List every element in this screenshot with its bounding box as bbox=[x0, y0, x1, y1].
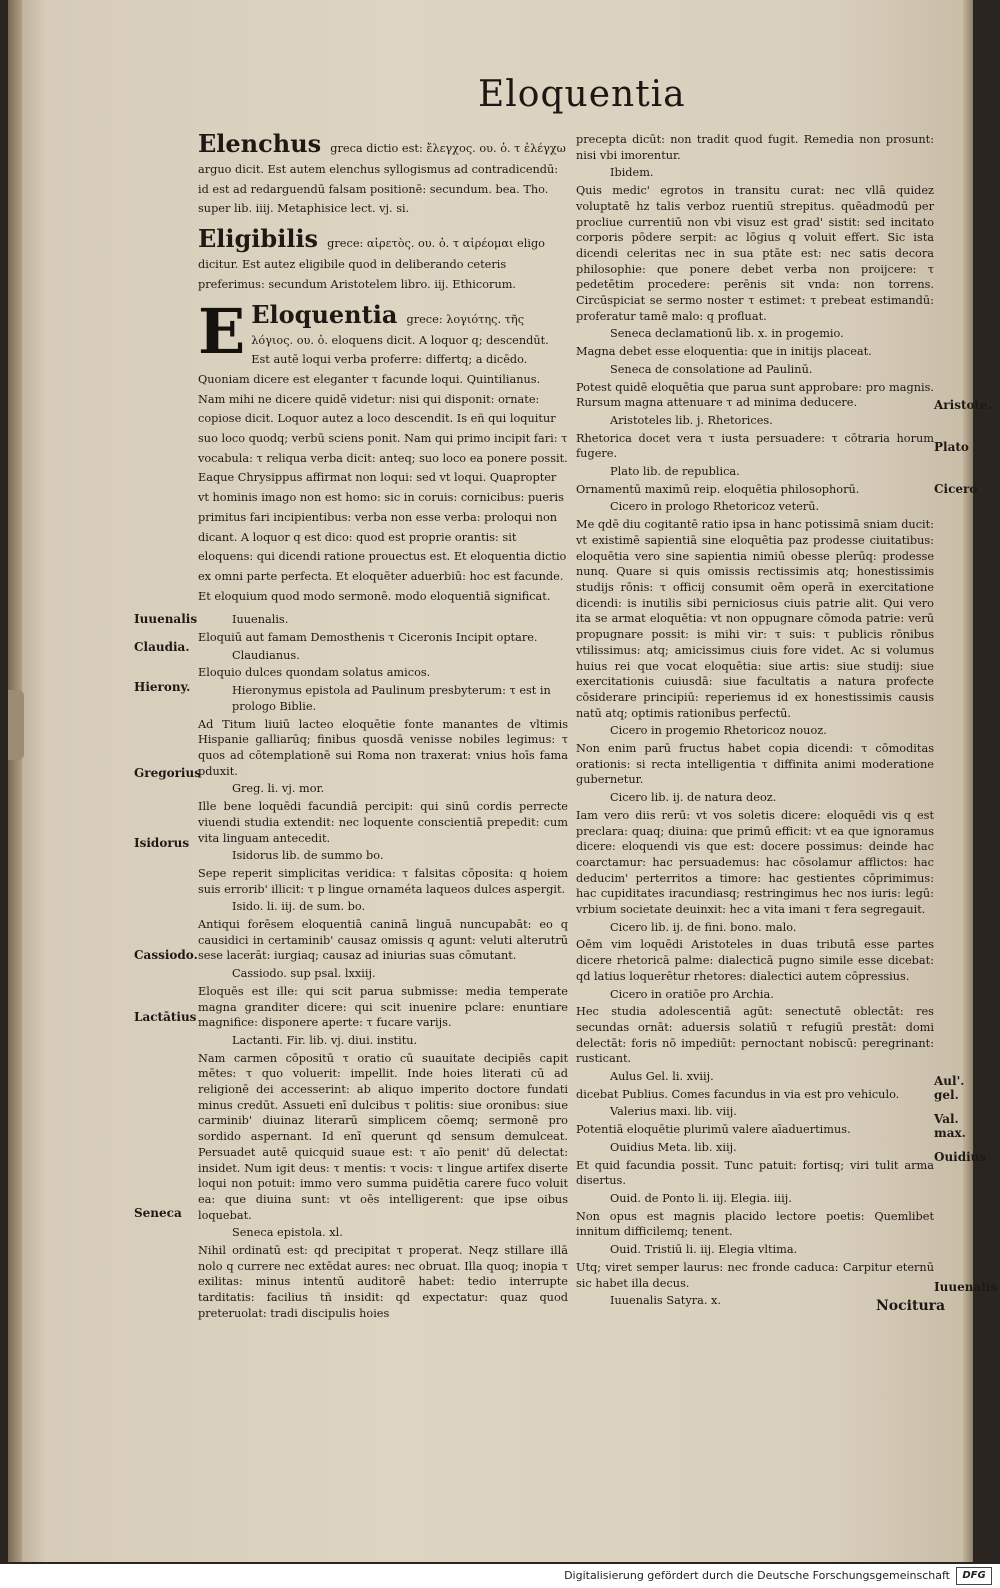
quotation: Potest quidē eloquētia que parua sunt approbare: pro magnis. Rursum magna attenuare τ ad minima deducere. bbox=[576, 380, 934, 410]
book-page bbox=[8, 0, 998, 1562]
margin-note: Val. max. bbox=[934, 1112, 966, 1140]
quotation: Iam vero diis rerū: vt vos soletis dicere: eloquēdi vis q est preclara: quaq; diuina: que primū efficit: vt ea que ignoramus dicere: eloquendi vis que est: docere possimus: deinde hac coarctamur: hac persuademus: hac cōsolamur afflictos: hac deducim' perterritos a timore: hac gestientes cōprimimus: hac cupiditates iracundiasq; restringimus hec nos iuris: legū: vrbium societate deuinxit: hec a vita imani τ fera segregauit. bbox=[576, 808, 934, 917]
citation: Seneca declamationū lib. x. in progemio. bbox=[610, 327, 844, 341]
dfg-logo: DFG bbox=[956, 1567, 992, 1585]
quotation: Et quid facundia possit. Tunc patuit: fortisq; viri tulit arma disertus. bbox=[576, 1158, 934, 1188]
left-column bbox=[198, 130, 568, 1324]
quotation: Oēm vim loquēdi Aristoteles in duas tributā esse partes dicere rhetoricā palme: dialecticā pugno simile esse dicebat: qd latius loquerētur rhetores: dialectici autem cōpressius. bbox=[576, 938, 934, 983]
quotation: Eloquiū aut famam Demosthenis τ Ciceronis Incipit optare. bbox=[198, 631, 538, 645]
citation: Iuuenalis Satyra. x. bbox=[610, 1294, 721, 1308]
entry-elenchus bbox=[198, 130, 568, 217]
quotation: precepta dicūt: non tradit quod fugit. Remedia non prosunt: nisi vbi imorentur. bbox=[576, 133, 934, 162]
quotation: Eloquēs est ille: qui scit parua submisse: media temperate magna granditer dicere: qui scit inuenire pclare: enuntiare magnifice: disponere aperte: τ fucare varijs. bbox=[198, 984, 568, 1030]
margin-note: Iuuenalis bbox=[934, 1280, 998, 1294]
citation: Aristoteles lib. j. Rhetorices. bbox=[610, 413, 773, 427]
quotation: Utq; viret semper laurus: nec fronde caduca: Carpitur eternū sic habet illa decus. bbox=[576, 1260, 934, 1290]
citation: Ouidius Meta. lib. xiij. bbox=[610, 1140, 737, 1154]
quotation: Eloquio dulces quondam solatus amicos. bbox=[198, 666, 431, 680]
margin-note: Plato bbox=[934, 440, 969, 454]
quotation: Non opus est magnis placido lectore poetis: Quemlibet innitum difficilemq; tenent. bbox=[576, 1209, 934, 1239]
citation: Hieronymus epistola ad Paulinum presbyterum: τ est in prologo Biblie. bbox=[232, 684, 551, 713]
citation: Ouid. Tristiū li. iij. Elegia vltima. bbox=[610, 1243, 798, 1257]
citation: Seneca de consolatione ad Paulinū. bbox=[610, 362, 813, 376]
right-column bbox=[576, 130, 934, 1309]
entry-text: grece: λογιότης. τῆς λόγιος. ου. ὁ. eloquens dicit. A loquor q; descendūt. Est autē loqui verba proferre: differtq; a dicēdo. Quoniam dicere est eleganter τ facunde loqui. Quintilianus. Nam mihi ne dicere quidē videtur: nisi qui disponit: ornate: copiose dicit. Loquor autez a loco descendit. Is eñ qui loquitur suo loco quodq; verbū sciens ponit. Nam qui primo incipit fari: τ vocabula: τ reliqua verba dicit: anteq; suo loco ea ponere possit. Eaque Chrysippus affirmat non loqui: sed vt loqui. Quapropter vt hominis imago non est homo: sic in coruis: cornicibus: pueris primitus fari incipientibus: verba non esse verba: proloqui non dicant. A loquor q est dico: quod est proprie orantis: sit eloquens: qui dicendi ratione prouectus est. Et eloquentia dictio ex omni parte perfecta. Et eloquēter aduerbiū: hoc est facunde. Et eloquium quod modo sermonē. modo eloquentiā significat. bbox=[198, 312, 568, 603]
left-quotes bbox=[198, 612, 568, 1321]
citation: Cicero lib. ij. de natura deoz. bbox=[610, 791, 777, 805]
citation: Ouid. de Ponto li. iij. Elegia. iiij. bbox=[610, 1192, 792, 1205]
lemma: Eloquentia bbox=[251, 299, 398, 329]
catchword: Nocitura bbox=[876, 1298, 946, 1314]
quotation: Me qdē diu cogitantē ratio ipsa in hanc potissimā sniam ducit: vt existimē sapientiā sine eloquētia paz prodesse ciuitatibus: eloquētia vero sine sapientia nimiū obesse plerūq: prodesse nunq. Quare si quis omissis rectissimis atq; honestissimis studijs rōnis: τ officij consumit oēm operā in exercitatione dicendi: is inutilis sibi perniciosus ciuis patrie alit. Qui vero ita se armat eloquētia: vt non oppugnare cōmoda patrie: verū propugnare possit: is mihi vir: τ suis: τ publicis rōnibus vtilissimus: atq; amicissimus ciuis fore videt. Ac si volumus huius rei que vocat eloquētia: siue artis: siue studij: siue exercitationis cuiusdā: siue facultatis a natura profecte cōsiderare principiū: reperiemus id ex honestissimis causis natū atq; optimis rationibus perfectū. bbox=[576, 518, 934, 720]
quotation: Antiqui forēsem eloquentiā caninā linguā nuncupabāt: eo q causidici in certaminib' causaz omissis q agunt: veluti alterutrū sese lacerāt: iurgiaq; causaz ad iniurias suas cōmutant. bbox=[198, 918, 568, 963]
quotation: Nam carmen cōpositū τ oratio cū suauitate decipiēs capit mētes: τ quo voluerit: impellit. Inde hoies literati cū ad religionē dei accesserint: ab aliquo imperito doctore fundati minus credūt. Assueti enī dulcibus τ politis: siue oronibus: siue carminib' diuinaz literarū simplicem cōemq; sermonē pro sordido aspernant. Id enī querunt qd sensum demulceat. Persuadet autē quicquid suaue est: τ aīo penit' dū delectat: insidet. Num igit deus: τ mentis: τ vocis: τ lingue artifex diserte loqui non potuit: immo vero summa puidētia carere fuco voluit ea: que diuina sunt: vt oēs intelligerent: que ipse oibus loquebat. bbox=[198, 1051, 568, 1222]
margin-note: Aristote. bbox=[934, 398, 992, 412]
citation: Iuuenalis. bbox=[232, 613, 289, 627]
entry-eligibilis bbox=[198, 225, 568, 292]
quotation: Nihil ordinatū est: qd precipitat τ properat. Neqz stillare illā nolo q currere nec extēdat aures: nec obruat. Illa quoq; inopia τ exilitas: minus intentū auditorē habet: tedio interrupte tarditatis: facilius tñ insidit: qd expectatur: quaz quod preteruolat: tradi discipulis hoies bbox=[198, 1244, 568, 1320]
margin-note: Hierony. bbox=[134, 680, 191, 694]
citation: Plato lib. de republica. bbox=[610, 465, 740, 479]
citation: Cicero in oratiōe pro Archia. bbox=[610, 987, 774, 1001]
margin-note: Isidorus bbox=[134, 836, 190, 850]
margin-note: Ouidius bbox=[934, 1150, 987, 1164]
entry-text: grece: αἱρετὸς. ου. ὁ. τ αἱρέομαι eligo dicitur. Est autez eligibile quod in deliberando ceteris preferimus: secundum Aristotelem libro. iij. Ethicorum. bbox=[198, 237, 545, 291]
margin-note: Seneca bbox=[134, 1206, 182, 1220]
citation: Aulus Gel. li. xviij. bbox=[610, 1070, 714, 1084]
quotation: Non enim parū fructus habet copia dicendi: τ cōmoditas orationis: si recta intelligentia τ diffinita animi moderatione gubernetur. bbox=[576, 742, 934, 787]
citation: Isido. li. iij. de sum. bo. bbox=[232, 900, 366, 914]
decorated-initial: E bbox=[198, 294, 246, 368]
citation: Seneca epistola. xl. bbox=[232, 1226, 343, 1240]
page-edge bbox=[963, 0, 973, 1562]
citation: Cassiodo. sup psal. lxxiij. bbox=[232, 967, 376, 981]
citation: Cicero in prologo Rhetoricoz veterū. bbox=[610, 500, 820, 514]
margin-note: Gregorius bbox=[134, 766, 201, 780]
quotation: Sepe reperit simplicitas veridica: τ falsitas cōposita: q hoiem suis errorib' illicit: τ p lingue ornaméta laqueos dulces aspergit. bbox=[198, 866, 568, 896]
quotation: Hec studia adolescentiā agūt: senectutē oblectāt: res secundas ornāt: aduersis solatiū τ refugiū prestāt: domi delectāt: foris nō impediūt: pernoctant nobiscū: peregrinant: rusticant. bbox=[576, 1005, 934, 1066]
page-tab bbox=[8, 690, 24, 760]
quotation: Ad Titum liuiū lacteo eloquētie fonte manantes de vltimis Hispanie galliarūq; finibus quosdā venisse nobiles legimus: τ quos ad cōtemplationē sui Roma non traxerat: vnius hoīs fama pduxit. bbox=[198, 717, 568, 778]
quotation: Quis medic' egrotos in transitu curat: nec vllā quidez voluptatē hz talis verboz ruentiū strepitus. quēadmodū per procliue currentiū non vbi visuz est grad' sistit: sed incitato corporis pōdere serpit: ac lōgius q voluit effert. Sic ista dicendi celeritas nec in sua ptāte est: nec satis decora philosophie: que ponere debet verba non proijcere: τ pedetētim procedere: perēnis sit vnda: non torrens. Circūspiciat se sermo noster τ estimet: τ prebeat estimandū: proferatur tamē malo: q profluat. bbox=[576, 184, 934, 323]
margin-note: Aul'. gel. bbox=[934, 1074, 965, 1102]
citation: Greg. li. vj. mor. bbox=[232, 782, 325, 796]
margin-note: Iuuenalis bbox=[134, 612, 198, 626]
margin-note: Cassiodo. bbox=[134, 948, 198, 962]
citation: Claudianus. bbox=[232, 648, 300, 662]
right-quotes bbox=[576, 132, 934, 1309]
quotation: Rhetorica docet vera τ iusta persuadere: τ cōtraria horum fugere. bbox=[576, 431, 934, 461]
digitization-footer bbox=[0, 1564, 1000, 1588]
lemma: Eligibilis bbox=[198, 224, 319, 254]
entry-eloquentia bbox=[198, 294, 568, 605]
citation: Isidorus lib. de summo bo. bbox=[232, 849, 384, 863]
running-head: Eloquentia bbox=[478, 74, 686, 115]
margin-note: Claudia. bbox=[134, 640, 190, 654]
margin-note: Lactātius bbox=[134, 1010, 197, 1024]
footer-text: Digitalisierung gefördert durch die Deutsche Forschungsgemeinschaft bbox=[564, 1569, 950, 1582]
quotation: Ille bene loquēdi facundiā percipit: qui sinū cordis perrecte viuendi studia extendit: nec loquente conscientiā prepedit: cum vita linguam antecedit. bbox=[198, 800, 568, 845]
quotation: Magna debet esse eloquentia: que in initijs placeat. bbox=[576, 345, 872, 359]
quotation: Ornamentū maximū reip. eloquētia philosophorū. bbox=[576, 482, 860, 496]
citation: Ibidem. bbox=[610, 166, 654, 180]
citation: Valerius maxi. lib. viij. bbox=[610, 1105, 737, 1119]
citation: Lactanti. Fir. lib. vj. diui. institu. bbox=[232, 1033, 418, 1047]
citation: Cicero in progemio Rhetoricoz nouoz. bbox=[610, 724, 827, 738]
page-gutter bbox=[8, 0, 22, 1562]
quotation: dicebat Publius. Comes facundus in via est pro vehiculo. bbox=[576, 1087, 900, 1101]
entry-text: greca dictio est: ἔλεγχος. ου. ὁ. τ ἐλέγχω arguo dicit. Est autem elenchus syllogismus ad contradicendū: id est ad redarguendū falsam positionē: secundum. bea. Tho. super lib. iiij. Metaphisice lect. vj. si. bbox=[198, 142, 566, 216]
quotation: Potentiā eloquētie plurimū valere aīaduertimus. bbox=[576, 1123, 851, 1137]
lemma: Elenchus bbox=[198, 129, 322, 158]
citation: Cicero lib. ij. de fini. bono. malo. bbox=[610, 920, 797, 934]
margin-note: Cicero bbox=[934, 482, 978, 496]
